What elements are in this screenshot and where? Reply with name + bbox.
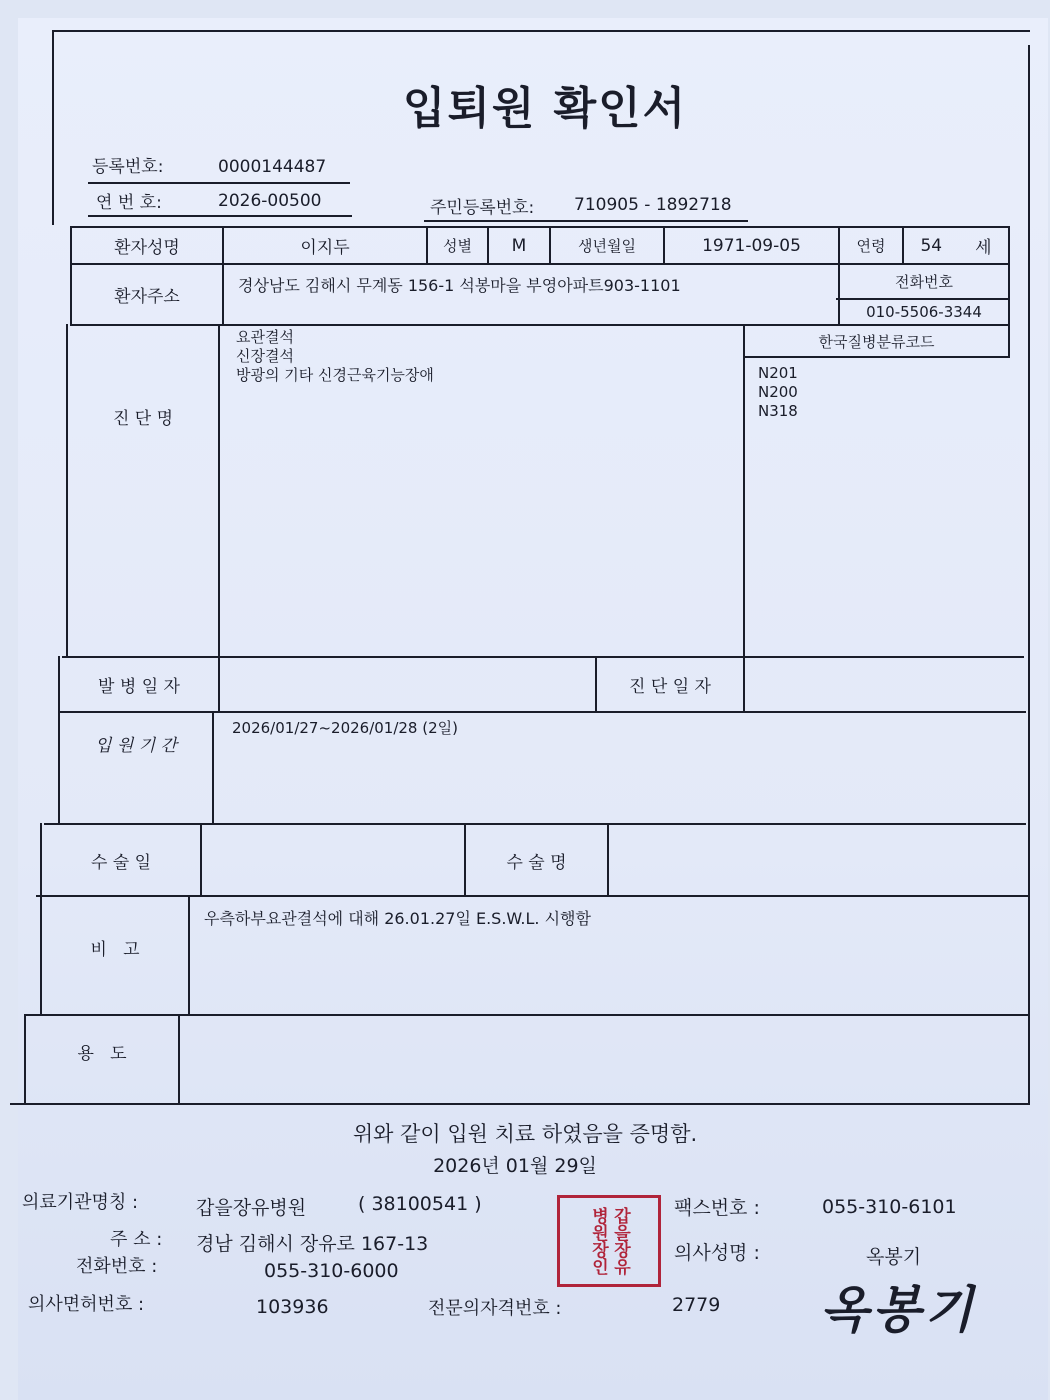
diagnosis-label: 진 단 명 [112, 408, 174, 429]
certify-statement: 위와 같이 입원 치료 하였음을 증명함. [352, 1122, 698, 1146]
seal-text: 갑을장유병원장인 [588, 1207, 630, 1275]
code-col-left [743, 324, 745, 711]
surgery-name-label: 수 술 명 [506, 852, 567, 873]
document-title: 입퇴원 확인서 [402, 83, 688, 134]
admission-period: 2026/01/27~2026/01/28 (2일) [232, 719, 458, 737]
phone-label: 전화번호 [895, 273, 953, 291]
diag-date-value [745, 658, 1015, 711]
admission-label: 입 원 기 간 [95, 735, 177, 756]
purpose-value [180, 1016, 1026, 1103]
remarks-text: 우측하부요관결석에 대해 26.01.27일 E.S.W.L. 시행함 [204, 909, 591, 928]
diagnosis-name-2: 신장결석 [236, 347, 294, 365]
doctor-signature: 옥봉기 [820, 1280, 977, 1339]
purpose-label: 용 도 [77, 1043, 127, 1064]
institution-phone: 055-310-6000 [264, 1260, 399, 1282]
age-label: 연령 [856, 237, 886, 255]
specialist-label: 전문의자격번호 : [428, 1298, 562, 1319]
diagnosis-name-1: 요관결석 [236, 328, 294, 346]
phone-value: 010-5506-3344 [866, 303, 982, 321]
label-col-3 [212, 711, 214, 823]
institution-address-label: 주 소 : [110, 1229, 163, 1250]
fax-label: 팩스번호 : [674, 1197, 760, 1219]
serial-underline [88, 215, 352, 217]
onset-value [220, 658, 595, 711]
institution-name-label: 의료기관명칭 : [22, 1192, 139, 1213]
reg-no-underline [88, 182, 350, 184]
institution-address: 경남 김해시 장유로 167-13 [196, 1233, 429, 1255]
disease-code-label: 한국질병분류코드 [818, 332, 935, 351]
age-value: 54 [920, 235, 943, 256]
dob-label: 생년월일 [578, 237, 636, 255]
onset-label: 발 병 일 자 [98, 677, 180, 697]
diag-date-label: 진 단 일 자 [629, 677, 711, 697]
license-label: 의사면허번호 : [28, 1294, 145, 1315]
patient-name-value: 이지두 [300, 238, 350, 258]
hospital-seal-stamp [557, 1195, 661, 1287]
institution-code: ( 38100541 ) [358, 1193, 482, 1215]
address-label: 환자주소 [114, 287, 180, 307]
diagnosis-name-3: 방광의 기타 신경근육기능장애 [236, 366, 434, 384]
table-right-upper [1008, 226, 1010, 356]
patient-name-label: 환자성명 [114, 238, 180, 258]
license-value: 103936 [256, 1296, 329, 1318]
label-col-5 [188, 895, 190, 1014]
age-cell [904, 228, 1008, 263]
row-line-9 [10, 1103, 1030, 1105]
doctor-name: 옥봉기 [866, 1246, 922, 1268]
diagnosis-names [236, 328, 434, 385]
rrn-value: 710905 - 1892718 [574, 195, 732, 215]
issue-date: 2026년 01월 29일 [433, 1155, 597, 1177]
rrn-underline [424, 220, 748, 222]
remarks-label: 비 고 [90, 939, 140, 960]
institution-phone-label: 전화번호 : [76, 1256, 158, 1277]
serial-value: 2026-00500 [218, 191, 322, 211]
disease-code-1: N201 [758, 364, 798, 382]
institution-name: 갑을장유병원 [196, 1197, 307, 1219]
age-unit: 세 [975, 238, 992, 258]
disease-code-2: N200 [758, 383, 798, 401]
label-col-2 [218, 324, 220, 711]
serial-label: 연 번 호: [96, 193, 162, 213]
specialist-value: 2779 [672, 1294, 721, 1316]
doctor-label: 의사성명 : [674, 1242, 760, 1264]
surgery-name-value [609, 825, 1024, 895]
address-value: 경상남도 김해시 무계동 156-1 석봉마을 부영아파트903-1101 [238, 276, 681, 295]
surgery-date-label: 수 술 일 [90, 852, 152, 873]
fax-value: 055-310-6101 [822, 1196, 957, 1218]
rrn-label: 주민등록번호: [430, 198, 535, 218]
dob-value: 1971-09-05 [702, 235, 801, 256]
reg-no-value: 0000144487 [218, 157, 327, 177]
border-right [1028, 45, 1030, 1105]
reg-no-label: 등록번호: [92, 157, 164, 177]
sex-label: 성별 [443, 237, 472, 255]
disease-codes [758, 364, 798, 421]
sex-value: M [511, 235, 527, 256]
disease-code-3: N318 [758, 402, 798, 420]
border-top [52, 30, 1030, 32]
surgery-date-value [202, 825, 464, 895]
code-header-line [745, 356, 1010, 358]
